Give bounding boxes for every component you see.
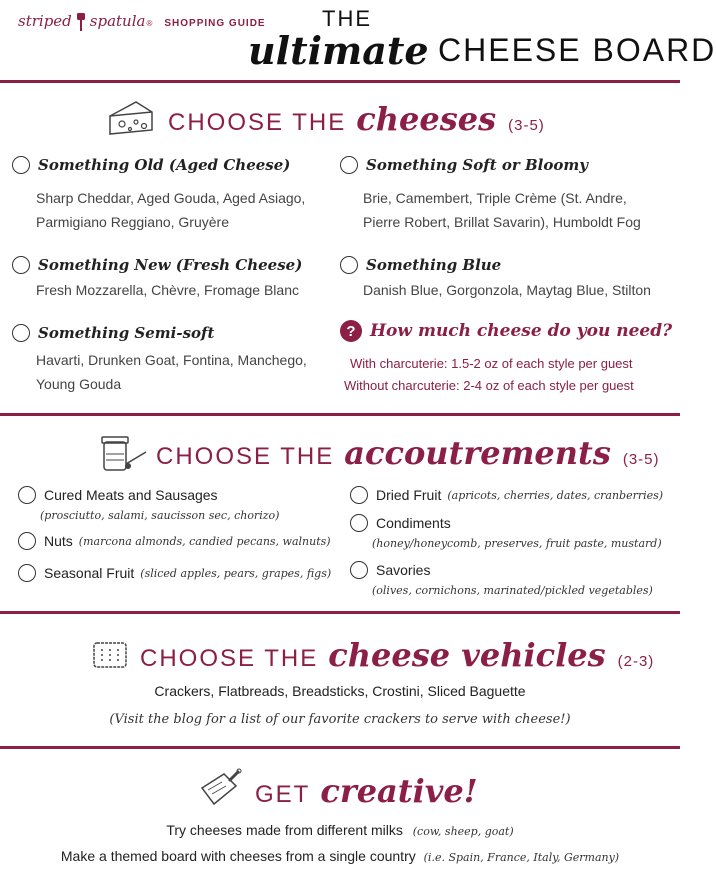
accoutrements-heading [156,434,660,472]
accoutrements-heading-fancy: accoutrements [344,434,611,472]
cheeses-heading-range: (3-5) [508,117,545,134]
radio-circle-icon[interactable] [350,486,368,504]
accoutrement-savories[interactable] [350,561,430,579]
question-icon: ? [340,320,362,342]
desc-line: Young Gouda [36,376,122,392]
vehicles-note: (Visit the blog for a list of our favorite crackers to serve with cheese!) [109,712,571,727]
desc-line: Fresh Mozzarella, Chèvre, Fromage Blanc [36,282,299,298]
desc-line: Danish Blue, Gorgonzola, Maytag Blue, Stilton [363,282,651,298]
howmuch-line-2: Without charcuterie: 2-4 oz of each style per guest [344,378,634,393]
cheese-option-desc [36,278,299,302]
desc-line: Havarti, Drunken Goat, Fontina, Manchego, [36,352,307,368]
accoutrement-label: Nuts [44,533,73,549]
accoutrement-cured-meats[interactable] [18,486,218,504]
accoutrements-heading-plain: CHOOSE THE [156,443,335,470]
vehicles-heading-plain: CHOOSE THE [140,645,319,672]
brand-name-b: spatula [89,12,146,30]
creative-line-2-note: (i.e. Spain, France, Italy, Germany) [423,851,620,864]
cheese-option-soft[interactable] [340,156,588,174]
desc-line: Sharp Cheddar, Aged Gouda, Aged Asiago, [36,190,306,206]
cutting-board-icon [196,768,246,812]
accoutrement-note: (apricots, cherries, dates, cranberries) [447,488,664,502]
creative-line-1-text: Try cheeses made from different milks [166,822,403,838]
brand-tag: SHOPPING GUIDE [164,18,266,29]
cheese-option-title: Something Old (Aged Cheese) [38,156,291,174]
cheese-option-title: Something Blue [366,256,502,274]
cheeses-heading-fancy: cheeses [356,100,497,138]
creative-heading-plain: GET [255,781,311,808]
radio-circle-icon[interactable] [12,256,30,274]
creative-heading [255,772,478,810]
howmuch-title: How much cheese do you need? [370,321,673,341]
cheese-option-desc [36,186,305,234]
vehicles-heading-range: (2-3) [617,653,655,670]
divider-2 [0,413,680,416]
radio-circle-icon[interactable] [350,514,368,532]
accoutrement-note: (prosciutto, salami, saucisson sec, chorizo) [40,509,280,522]
creative-line-1-note: (cow, sheep, goat) [412,825,514,838]
cheese-option-desc [363,278,651,302]
radio-circle-icon[interactable] [18,486,36,504]
cheese-icon [106,98,156,138]
cheese-option-desc [36,348,307,396]
accoutrement-seasonal-fruit[interactable] [18,564,331,582]
radio-circle-icon[interactable] [18,564,36,582]
cheeses-heading-plain: CHOOSE THE [168,109,347,136]
cheese-option-semisoft[interactable] [12,324,214,342]
accoutrement-nuts[interactable] [18,532,331,550]
creative-line-2-text: Make a themed board with cheeses from a single country [60,848,416,864]
cracker-icon [92,640,128,670]
desc-line: Parmigiano Reggiano, Gruyère [36,214,229,230]
accoutrement-note: (marcona almonds, candied pecans, walnuts) [78,534,331,548]
radio-circle-icon[interactable] [12,156,30,174]
brand-logo [18,12,266,32]
radio-circle-icon[interactable] [350,561,368,579]
divider-1 [0,80,680,83]
radio-circle-icon[interactable] [12,324,30,342]
accoutrement-label: Seasonal Fruit [44,565,135,581]
cheese-option-desc [363,186,641,234]
accoutrement-condiments[interactable] [350,514,451,532]
creative-line-2 [0,848,680,864]
cheese-option-title: Something Semi-soft [38,324,215,342]
page-title-rest: CHEESE BOARD [438,32,716,68]
vehicles-list: Crackers, Flatbreads, Breadsticks, Crostini, Sliced Baguette [154,683,526,699]
vehicles-heading [140,636,654,674]
howmuch-box [340,320,673,393]
accoutrement-label: Condiments [376,515,451,531]
creative-heading-fancy: creative! [320,772,478,810]
creative-line-1 [0,822,680,838]
cheese-option-title: Something New (Fresh Cheese) [38,256,303,274]
cheese-option-fresh[interactable] [12,256,302,274]
cheese-option-aged[interactable] [12,156,290,174]
cheese-option-title: Something Soft or Bloomy [366,156,588,174]
vehicles-heading-fancy: cheese vehicles [328,636,606,674]
desc-line: Pierre Robert, Brillat Savarin), Humboldt Fog [363,214,641,230]
radio-circle-icon[interactable] [340,256,358,274]
accoutrement-dried-fruit[interactable] [350,486,663,504]
spatula-icon [74,12,88,32]
cheese-option-blue[interactable] [340,256,501,274]
radio-circle-icon[interactable] [340,156,358,174]
accoutrement-note: (sliced apples, pears, grapes, figs) [140,566,332,580]
accoutrement-note: (olives, cornichons, marinated/pickled vegetables) [372,584,653,597]
page-title-ultimate: ultimate [248,28,429,73]
accoutrement-note: (honey/honeycomb, preserves, fruit paste, mustard) [372,537,662,550]
brand-registered: ® [146,19,153,28]
brand-name-a: striped [18,12,72,30]
jar-icon [98,434,150,474]
accoutrement-label: Dried Fruit [376,487,442,503]
radio-circle-icon[interactable] [18,532,36,550]
howmuch-line-1: With charcuterie: 1.5-2 oz of each style per guest [350,356,633,371]
divider-4 [0,746,680,749]
accoutrement-label: Cured Meats and Sausages [44,487,218,503]
cheeses-heading [168,100,545,138]
desc-line: Brie, Camembert, Triple Crème (St. Andre, [363,190,627,206]
divider-3 [0,611,680,614]
accoutrements-heading-range: (3-5) [622,451,660,468]
accoutrement-label: Savories [376,562,431,578]
page-title-the: THE [322,6,372,31]
